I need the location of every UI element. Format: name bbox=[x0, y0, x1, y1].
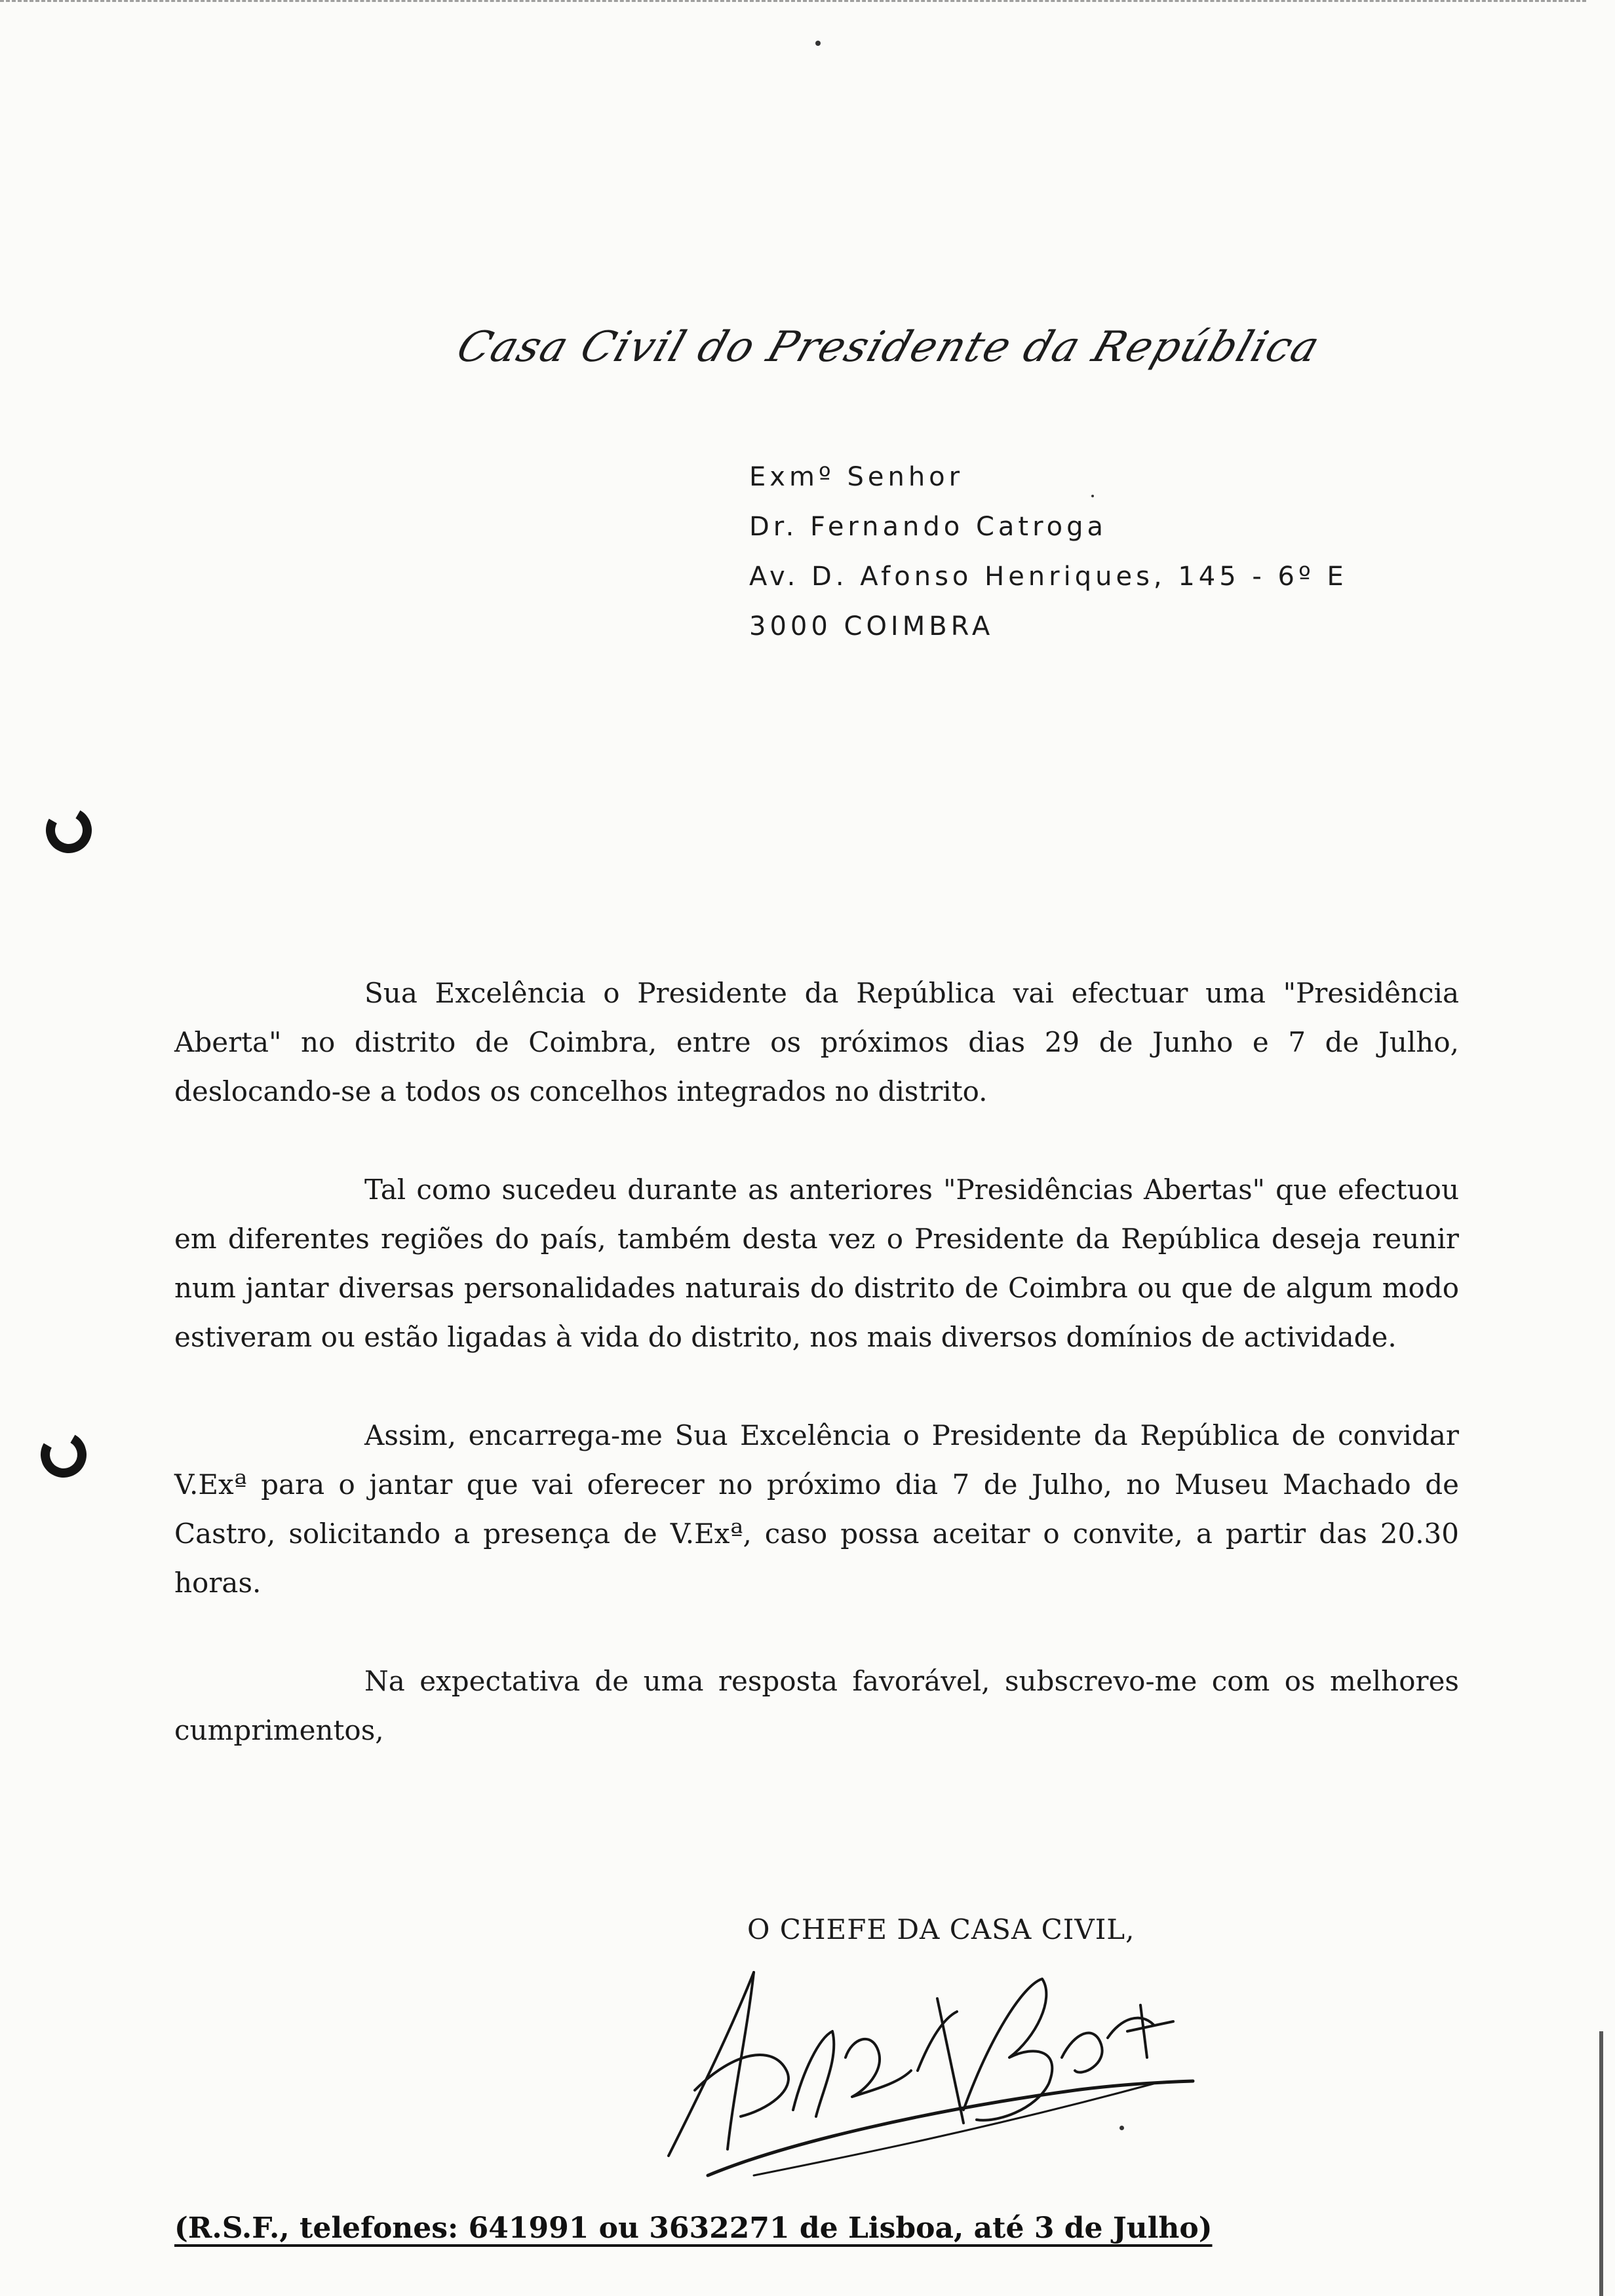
punch-hole-upper bbox=[41, 802, 97, 858]
address-salutation: Exmº Senhor bbox=[749, 462, 964, 492]
handwritten-signature bbox=[655, 1959, 1232, 2182]
body-paragraph-3: Assim, encarrega-me Sua Excelência o Presidente da República de convidar V.Exª para o jantar que vai oferecer no próximo dia 7 de Julho, no Museu Machado de Castro, solicitando a presença de V.Exª, caso possa aceitar o convite, a partir das 20.30 horas. bbox=[174, 1419, 1459, 1599]
scan-speck bbox=[815, 41, 821, 46]
letterhead bbox=[450, 308, 1327, 387]
scan-right-edge bbox=[1599, 2031, 1603, 2296]
punch-hole-lower bbox=[35, 1426, 92, 1483]
body-paragraph-1: Sua Excelência o Presidente da República vai efectuar uma "Presidência Aberta" no distrito de Coimbra, entre os próximos dias 29 de Junho e 7 de Julho, deslocando-se a todos os concelhos integrados no distrito. bbox=[174, 977, 1459, 1107]
address-name: Dr. Fernando Catroga bbox=[749, 512, 1108, 542]
scan-top-edge bbox=[0, 0, 1586, 9]
address-city: 3000 COIMBRA bbox=[749, 611, 994, 641]
recipient-address bbox=[749, 452, 1348, 651]
body-paragraph-4: Na expectativa de uma resposta favorável, subscrevo-me com os melhores cumprimentos, bbox=[174, 1665, 1459, 1746]
closing-title: O CHEFE DA CASA CIVIL, bbox=[747, 1913, 1135, 1945]
address-street: Av. D. Afonso Henriques, 145 - 6º E bbox=[749, 562, 1348, 592]
body-paragraph-2: Tal como sucedeu durante as anteriores "Presidências Abertas" que efectuou em diferentes regiões do país, também desta vez o Presidente da República deseja reunir num jantar diversas personalidades naturais do distrito de Coimbra ou que de algum modo estiveram ou estão ligadas à vida do distrito, nos mais diversos domínios de actividade. bbox=[174, 1174, 1459, 1353]
letter-body bbox=[174, 968, 1459, 1804]
footer-contact-note: (R.S.F., telefones: 641991 ou 3632271 de Lisboa, até 3 de Julho) bbox=[174, 2211, 1213, 2245]
letterhead-title: Casa Civil do Presidente da República bbox=[450, 323, 1327, 372]
